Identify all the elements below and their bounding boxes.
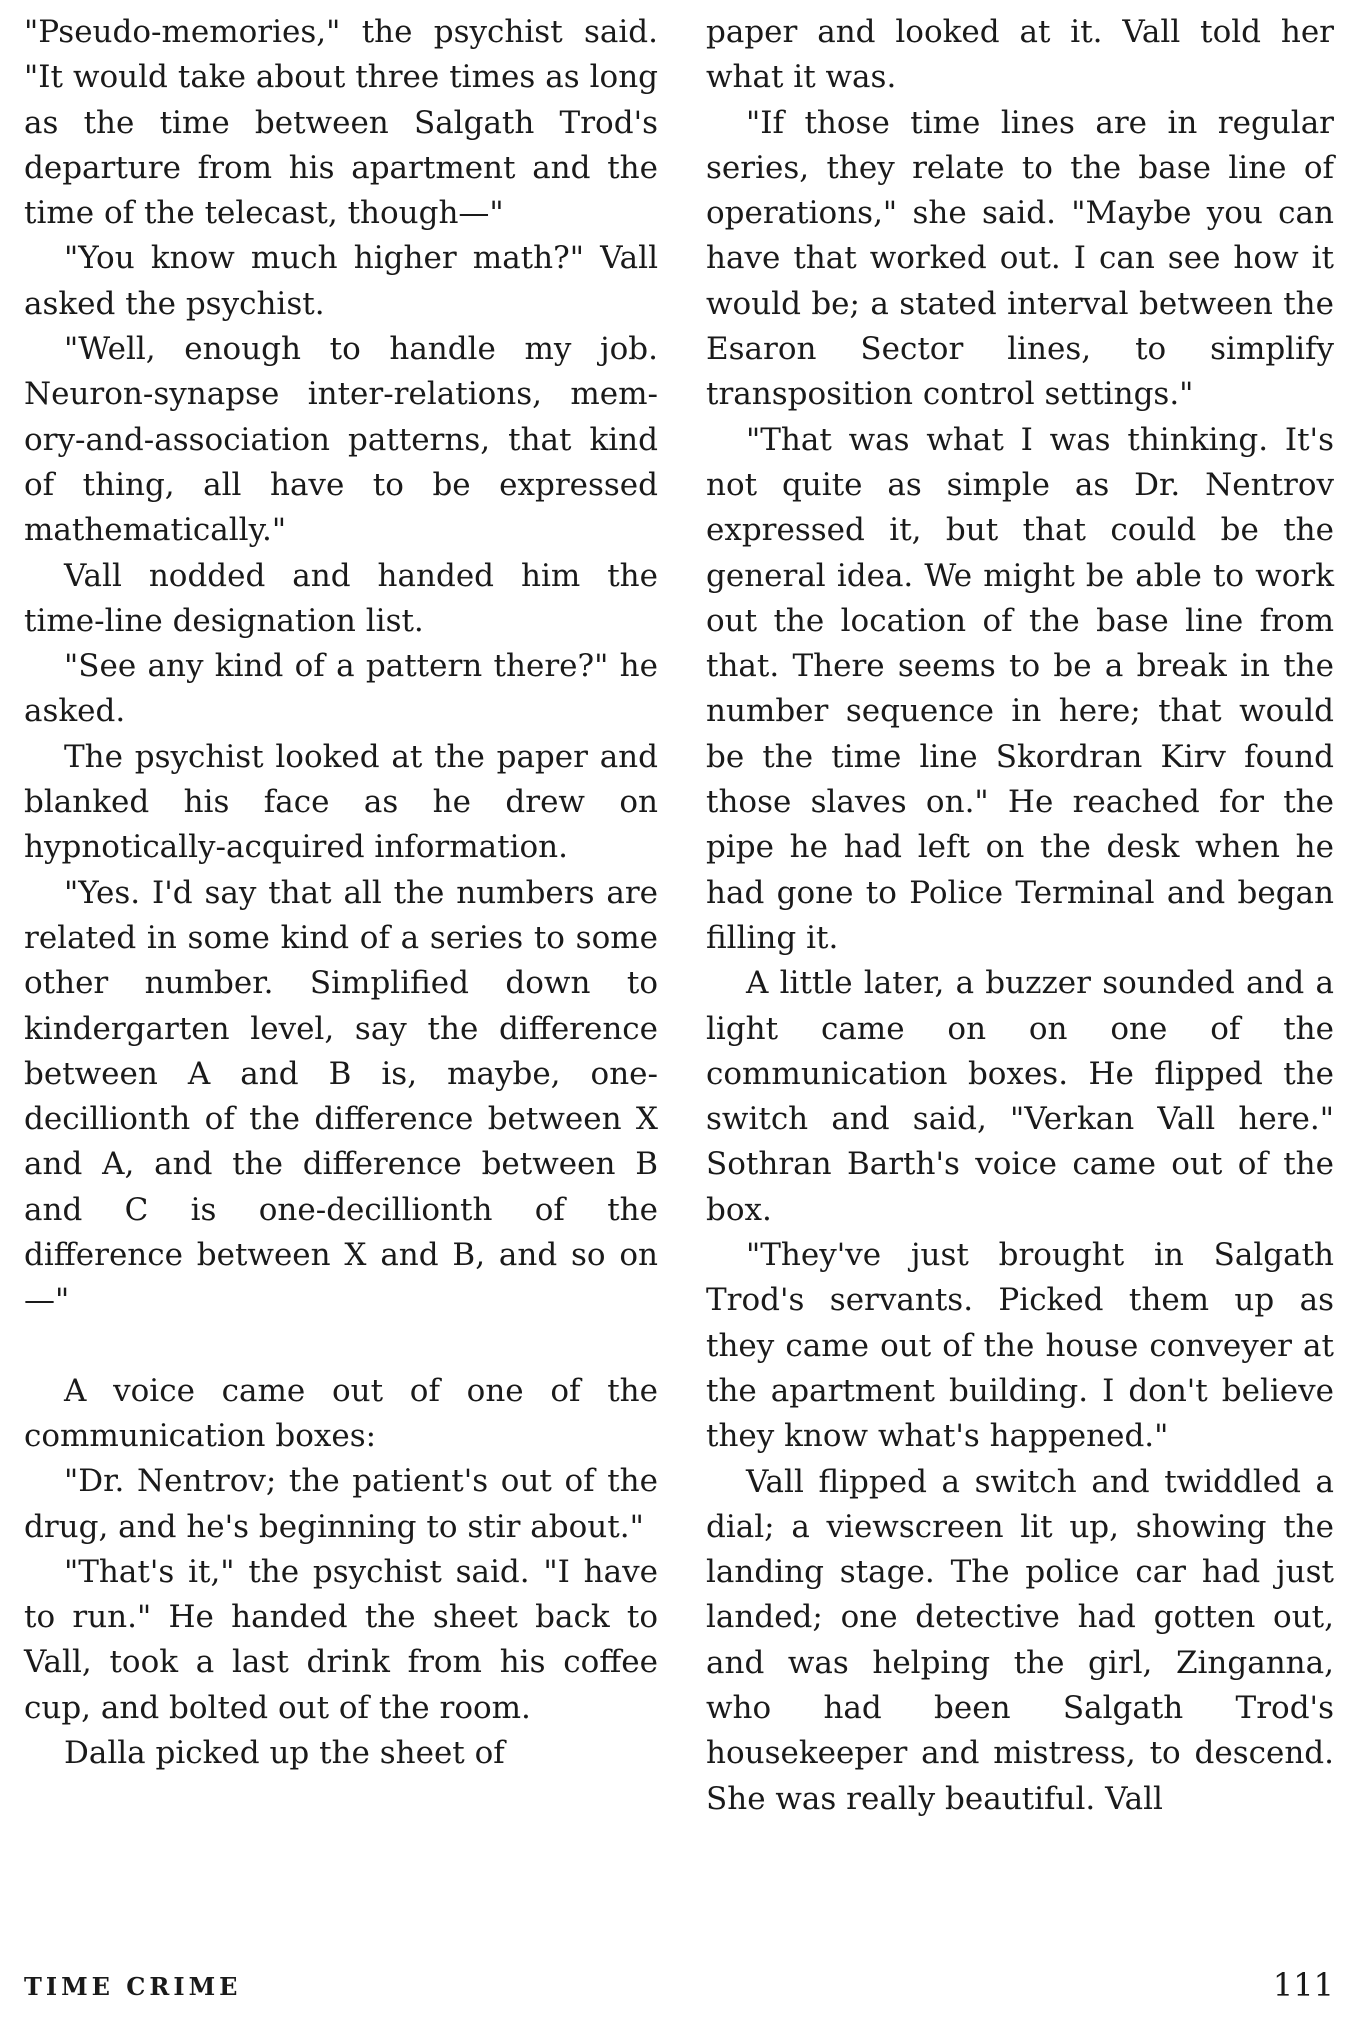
right-text-column [706, 10, 1334, 1822]
running-title: TIME CRIME [24, 1972, 242, 2001]
paragraph: Vall nodded and handed him the time-line designation list. [24, 557, 658, 639]
paragraph: "If those time lines are in regular series, they relate to the base line of operations," she said. "Maybe you can have that worked out. I can see how it would be; a stated interval between the Esaron Sector lines, to simplify transposition control settings." [706, 104, 1334, 413]
page-number: 111 [1272, 1966, 1334, 2004]
paragraph: "Yes. I'd say that all the numbers are related in some kind of a series to some other number. Simplified down to kindergarten level, say the difference between A and B is, maybe, one-decillionth of the difference between X and A, and the difference between B and C is one-decillionth of the difference between X and B, and so on—" [24, 874, 658, 1319]
paragraph: Dalla picked up the sheet of [64, 1734, 505, 1771]
paragraph: "See any kind of a pattern there?" he asked. [24, 648, 658, 730]
paragraph: "Well, enough to handle my job. Neuron-synapse inter-relations, memory-and-association patterns, that kind of thing, all have to be expressed mathematically." [24, 331, 658, 549]
paragraph: "That's it," the psychist said. "I have to run." He handed the sheet back to Vall, took a last drink from his coffee cup, and bolted out of the room. [24, 1553, 658, 1726]
left-text-column [24, 10, 658, 1776]
paragraph: The psychist looked at the paper and blanked his face as he drew on hypnotically-acquired information. [24, 738, 658, 866]
paragraph: A little later, a buzzer sounded and a light came on on one of the communication boxes. He flipped the switch and said, "Verkan Vall here." Sothran Barth's voice came out of the box. [706, 965, 1334, 1228]
paragraph: "They've just brought in Salgath Trod's servants. Picked them up as they came out of the house conveyer at the apartment building. I don't believe they know what's happened." [706, 1237, 1334, 1455]
paragraph: "Dr. Nentrov; the patient's out of the drug, and he's beginning to stir about." [24, 1463, 658, 1545]
paragraph: "Pseudo-memories," the psychist said. "It would take about three times as long as the time between Salgath Trod's departure from his apartment and the time of the telecast, though—" [24, 14, 658, 232]
paragraph: "That was what I was thinking. It's not quite as simple as Dr. Nentrov expressed it, but that could be the general idea. We might be able to work out the location of the base line from that. There seems to be a break in the number sequence in here; that would be the time line Skordran Kirv found those slaves on." He reached for the pipe he had left on the desk when he had gone to Police Terminal and began filling it. [706, 421, 1334, 956]
paragraph: "You know much higher math?" Vall asked the psychist. [24, 240, 658, 322]
paragraph: Vall flipped a switch and twiddled a dial; a viewscreen lit up, showing the landing stage. The police car had just landed; one detective had gotten out, and was helping the girl, Zinganna, who had been Salgath Trod's housekeeper and mistress, to descend. She was really beautiful. Vall [706, 1463, 1334, 1817]
page-footer [24, 1966, 1334, 2012]
paragraph: A voice came out of one of the communication boxes: [24, 1372, 658, 1454]
paragraph: paper and looked at it. Vall told her what it was. [706, 14, 1334, 96]
